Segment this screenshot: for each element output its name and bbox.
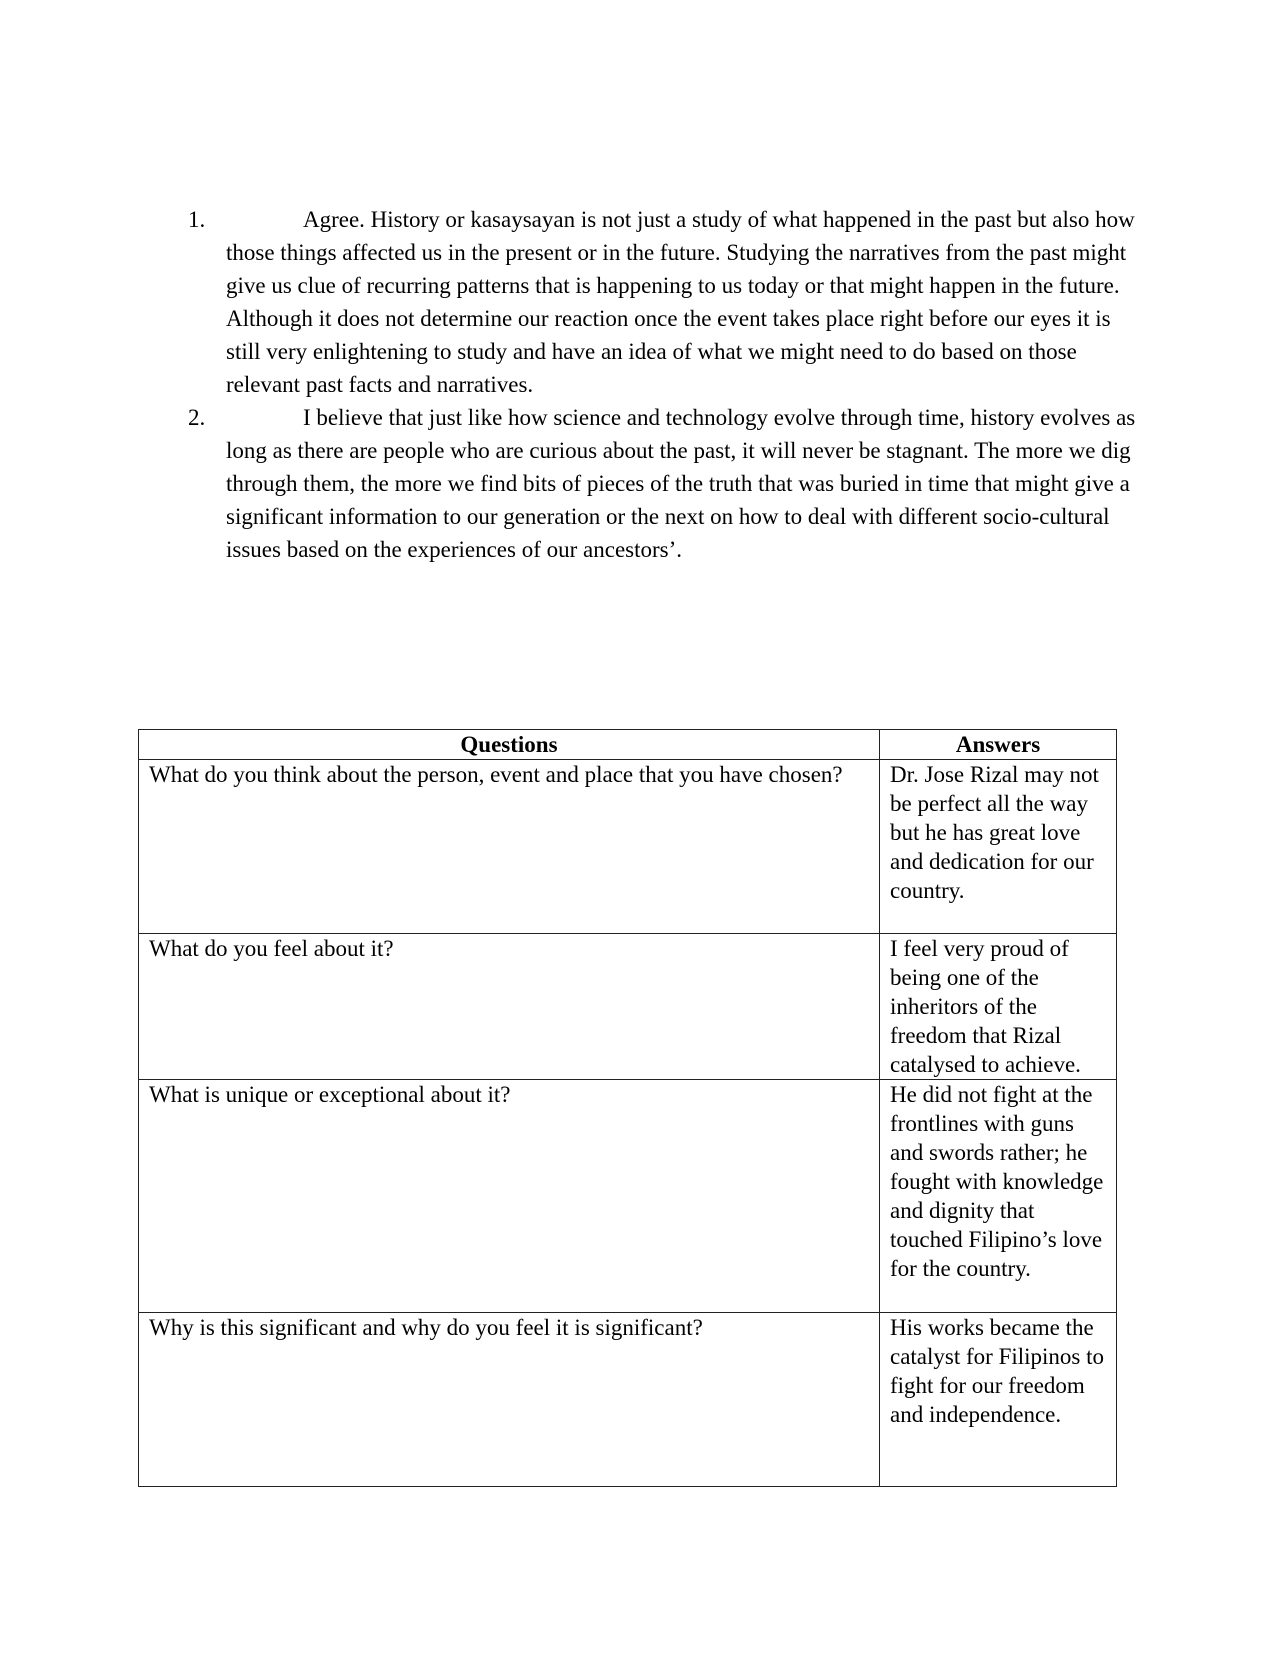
table-row: [139, 1313, 1117, 1487]
question-cell: Why is this significant and why do you feel it is significant?: [139, 1313, 880, 1487]
questions-header: Questions: [139, 730, 880, 760]
question-cell: What is unique or exceptional about it?: [139, 1080, 880, 1313]
table-row: [139, 934, 1117, 1080]
answer-cell: Dr. Jose Rizal may not be perfect all the way but he has great love and dedication for our country.: [880, 760, 1117, 934]
list-item: [188, 203, 1138, 401]
answer-cell: He did not fight at the frontlines with guns and swords rather; he fought with knowledge and dignity that touched Filipino’s love for the country.: [880, 1080, 1117, 1313]
answer-cell: His works became the catalyst for Filipinos to fight for our freedom and independence.: [880, 1313, 1117, 1487]
list-item-text: Agree. History or kasaysayan is not just a study of what happened in the past but also how those things affected us in the present or in the future. Studying the narratives from the past might give us clue of recurring patterns that is happening to us today or that might happen in the future. Although it does not determine our reaction once the event takes place right before our eyes it is still very enlightening to study and have an idea of what we might need to do based on those relevant past facts and narratives.: [226, 207, 1135, 397]
questions-answers-table: [138, 729, 1117, 1487]
question-cell: What do you think about the person, event and place that you have chosen?: [139, 760, 880, 934]
answers-header: Answers: [880, 730, 1117, 760]
table-row: [139, 760, 1117, 934]
table-header-row: [139, 730, 1117, 760]
list-item-number: 1.: [188, 207, 206, 232]
list-item-number: 2.: [188, 405, 206, 430]
table-row: [139, 1080, 1117, 1313]
question-cell: What do you feel about it?: [139, 934, 880, 1080]
list-item-text: I believe that just like how science and technology evolve through time, history evolves as long as there are people who are curious about the past, it will never be stagnant. The more we dig through them, the more we find bits of pieces of the truth that was buried in time that might give a significant information to our generation or the next on how to deal with different socio-cultural issues based on the experiences of our ancestors’.: [226, 405, 1136, 562]
list-item: [188, 401, 1138, 566]
answer-cell: I feel very proud of being one of the inheritors of the freedom that Rizal catalysed to achieve.: [880, 934, 1117, 1080]
numbered-list: [188, 203, 1138, 566]
